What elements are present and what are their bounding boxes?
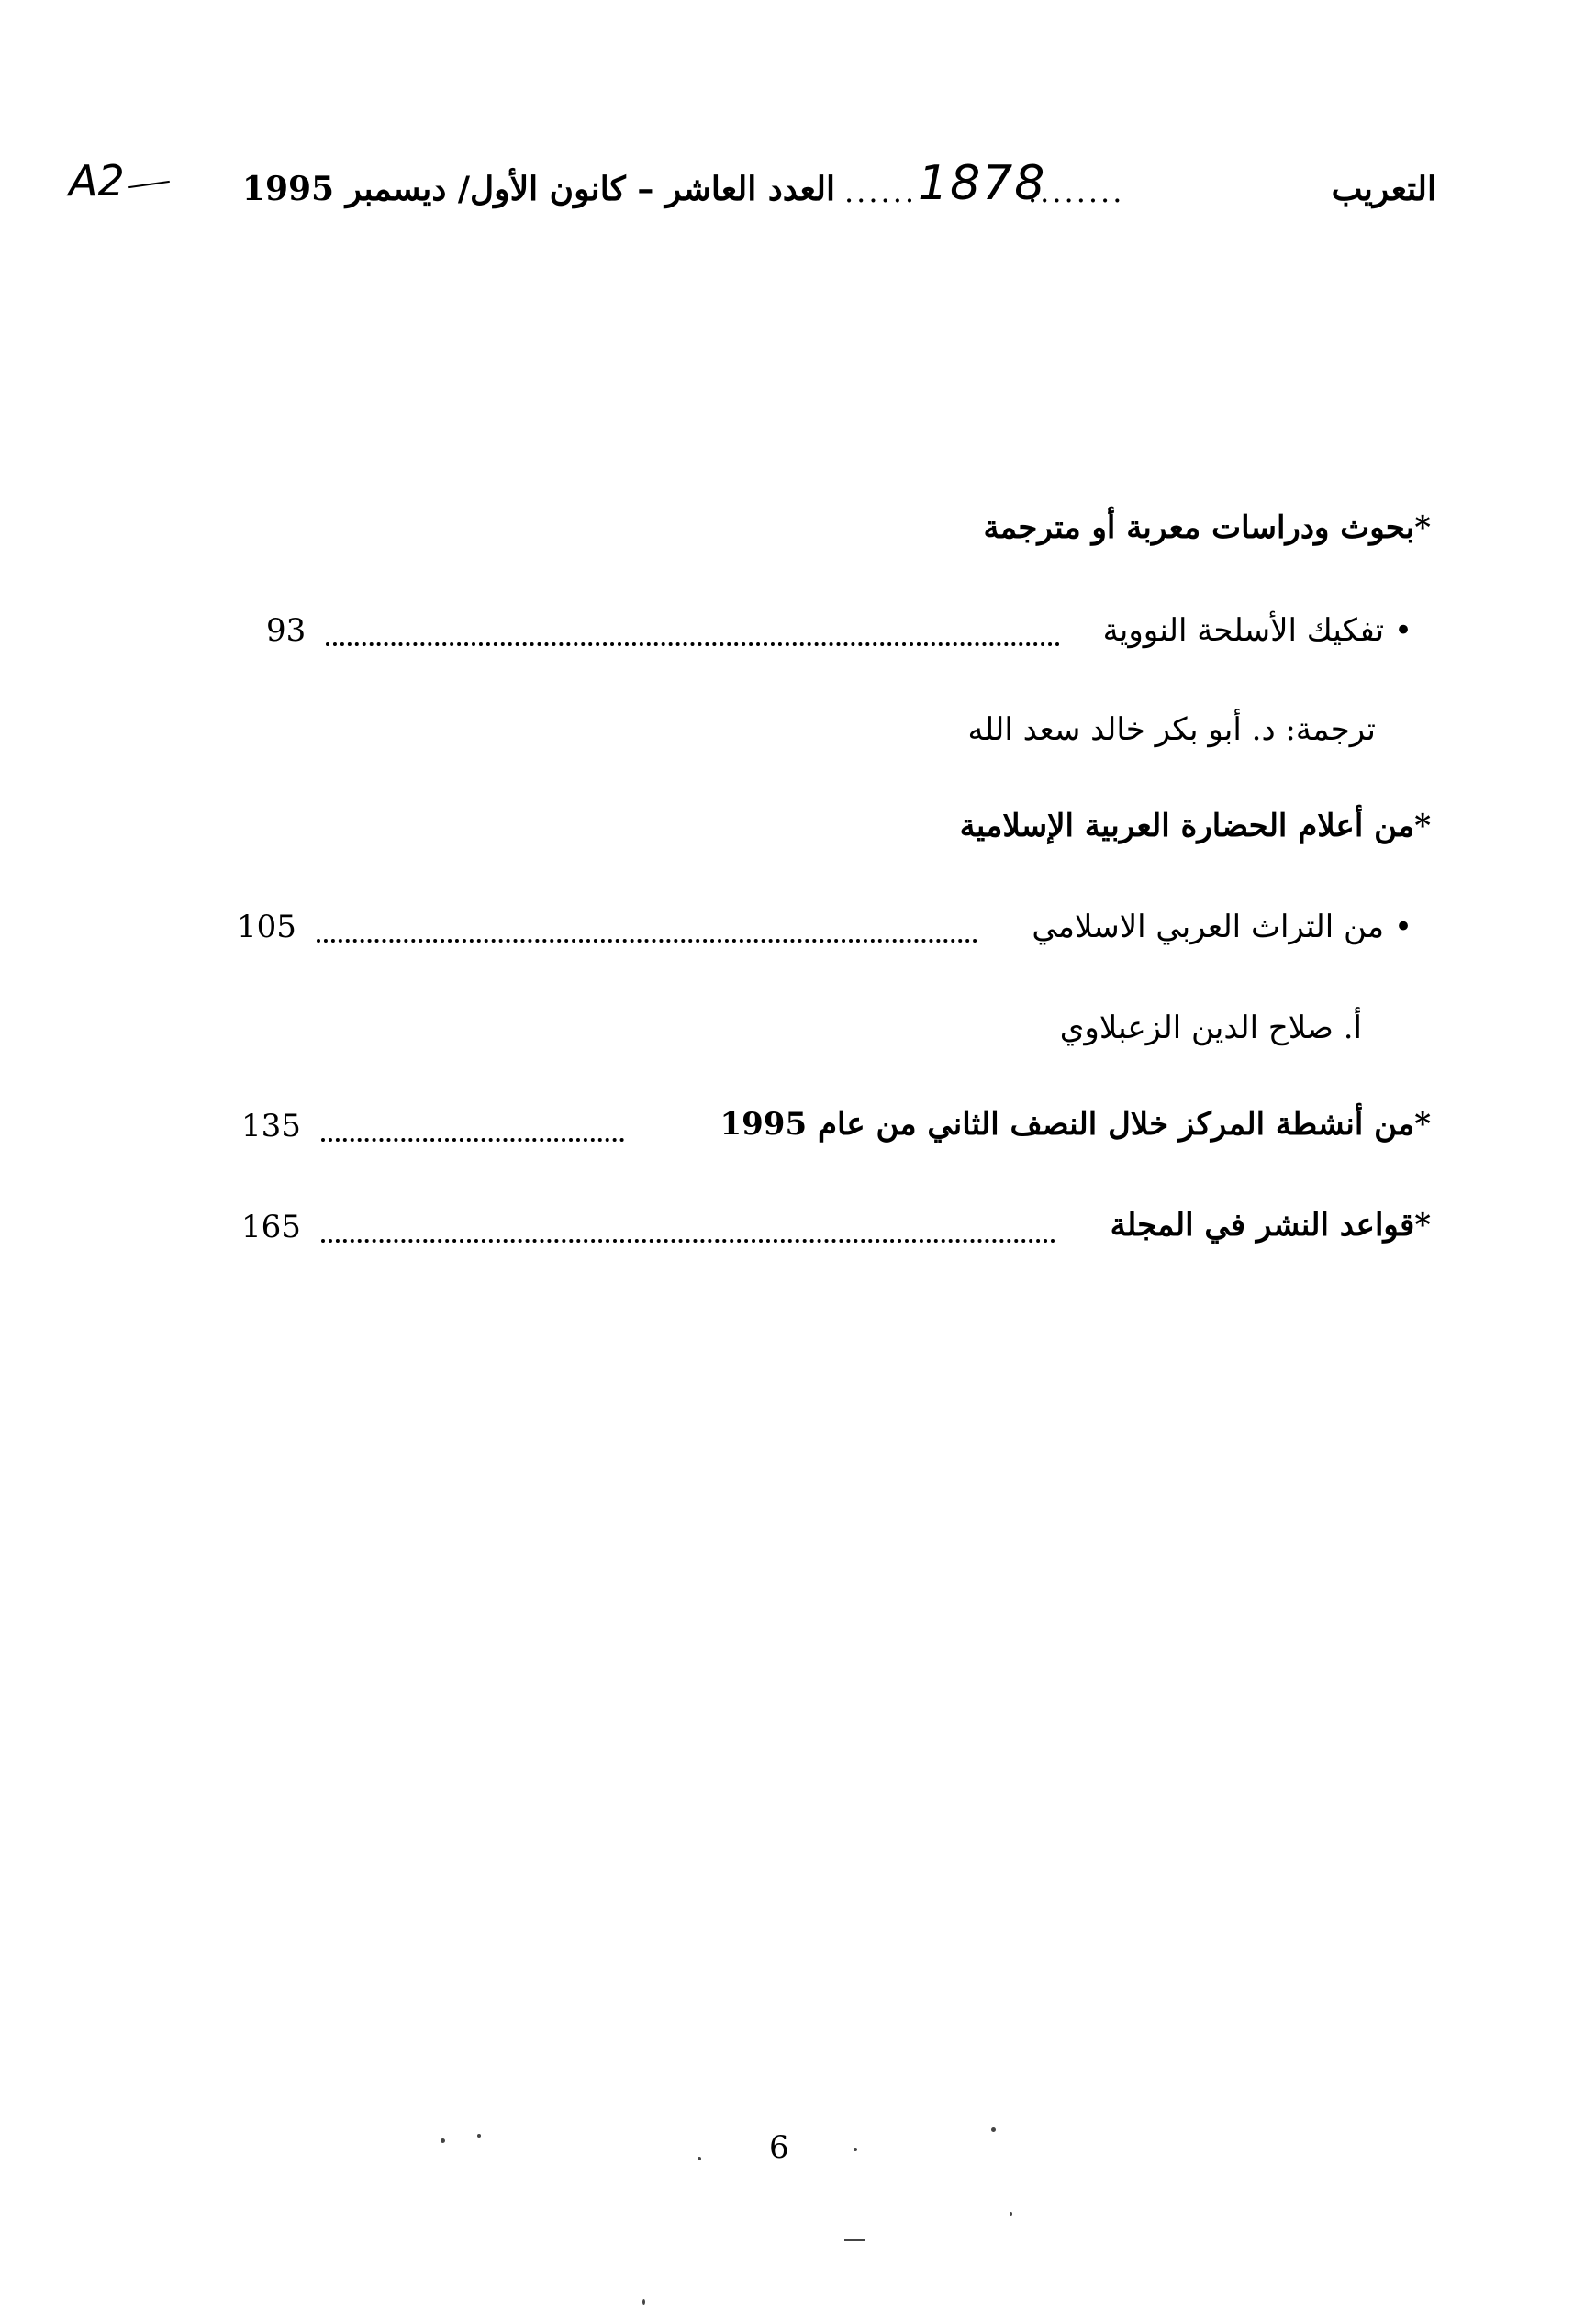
toc-item [1103, 612, 1412, 649]
issue-info: العدد العاشر – كانون الأول/ ديسمبر 1995 [241, 170, 835, 208]
scan-speck [1010, 2212, 1012, 2216]
header-dots-left: ...... [844, 174, 918, 209]
dot-leader [326, 642, 1060, 646]
handwritten-number: 1878 [918, 156, 1047, 211]
scan-speck [844, 2239, 865, 2241]
toc-item-title: تفكيك الأسلحة النووية [1102, 612, 1385, 649]
page-number: 6 [769, 2129, 789, 2166]
handwritten-dash [128, 181, 170, 188]
bullet: • [1393, 909, 1412, 945]
toc-section-heading: *من أعلام الحضارة العربية الإسلامية [959, 808, 1431, 844]
toc-page-number: 165 [241, 1209, 301, 1245]
toc-section-heading: *قواعد النشر في المجلة [1110, 1207, 1431, 1244]
toc-item-title: من التراث العربي الاسلامي [1032, 909, 1385, 945]
scan-speck [441, 2138, 445, 2143]
toc-translator: ترجمة: د. أبو بكر خالد سعد الله [967, 711, 1376, 748]
dot-leader [317, 939, 977, 943]
toc-section-heading: *من أنشطة المركز خلال النصف الثاني من عام 1995 [720, 1106, 1431, 1143]
toc-page-number: 93 [266, 612, 307, 649]
bullet: • [1393, 612, 1412, 649]
handwritten-code: A2 [69, 156, 125, 206]
dot-leader [321, 1138, 624, 1142]
toc-item [1032, 909, 1412, 945]
toc-page-number: 135 [241, 1108, 301, 1144]
dot-leader [321, 1239, 1055, 1243]
toc-page-number: 105 [237, 909, 296, 945]
scan-speck [991, 2127, 996, 2132]
scan-speck [698, 2157, 701, 2160]
header-dots-right: ........ [1028, 174, 1125, 209]
scan-speck [477, 2134, 481, 2138]
scan-speck [854, 2148, 857, 2151]
toc-section-heading: *بحوث ودراسات معربة أو مترجمة [983, 509, 1431, 546]
toc-translator: أ. صلاح الدين الزعبلاوي [1059, 1010, 1362, 1046]
scan-speck [642, 2299, 645, 2305]
journal-title: التعريب [1331, 170, 1436, 208]
